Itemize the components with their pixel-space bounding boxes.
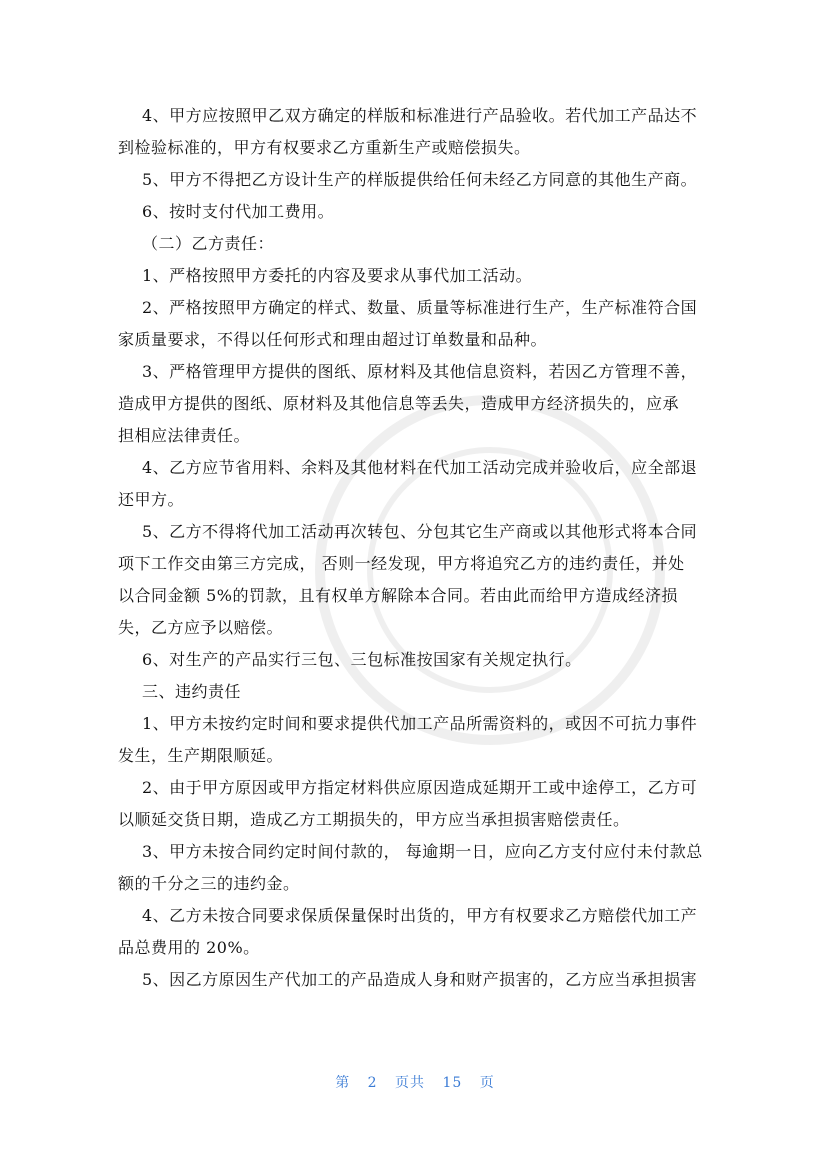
- text-line: 5、因乙方原因生产代加工的产品造成人身和财产损害的，乙方应当承担损害: [142, 970, 698, 989]
- page-footer: [0, 1072, 830, 1092]
- text-line: 项下工作交由第三方完成， 否则一经发现，甲方将追究乙方的违约责任，并处: [118, 554, 685, 573]
- text-line: 额的千分之三的违约金。: [118, 874, 300, 893]
- text-line: 品总费用的 20%。: [118, 938, 260, 957]
- footer-total-pages: 15: [442, 1075, 463, 1091]
- footer-page-number: 2: [367, 1075, 378, 1091]
- text-line: 3、严格管理甲方提供的图纸、原材料及其他信息资料，若因乙方管理不善，: [142, 362, 698, 381]
- text-line: 2、严格按照甲方确定的样式、数量、质量等标准进行生产，生产标准符合国: [142, 298, 698, 317]
- text-line: 还甲方。: [118, 490, 185, 509]
- text-line: 2、由于甲方原因或甲方指定材料供应原因造成延期开工或中途停工，乙方可: [142, 778, 698, 797]
- text-line: 4、乙方应节省用料、余料及其他材料在代加工活动完成并验收后，应全部退: [142, 458, 698, 477]
- footer-prefix: 第: [335, 1075, 351, 1091]
- text-line: 1、严格按照甲方委托的内容及要求从事代加工活动。: [142, 266, 533, 285]
- text-line: 发生，生产期限顺延。: [118, 746, 284, 765]
- text-line: 6、对生产的产品实行三包、三包标准按国家有关规定执行。: [142, 650, 582, 669]
- text-line: 5、甲方不得把乙方设计生产的样版提供给任何未经乙方同意的其他生产商。: [142, 170, 698, 189]
- footer-middle: 页共: [395, 1075, 426, 1091]
- text-line: 4、乙方未按合同要求保质保量保时出货的，甲方有权要求乙方赔偿代加工产: [142, 906, 698, 925]
- text-line: 6、按时支付代加工费用。: [142, 202, 335, 221]
- text-line: 4、甲方应按照甲乙双方确定的样版和标准进行产品验收。若代加工产品达不: [142, 106, 698, 125]
- text-line: 失，乙方应予以赔偿。: [118, 618, 284, 637]
- text-line: 以合同金额 5%的罚款，且有权单方解除本合同。若由此而给甲方造成经济损: [118, 586, 678, 605]
- text-line: 造成甲方提供的图纸、原材料及其他信息等丢失，造成甲方经济损失的，应承: [118, 394, 680, 413]
- text-line: 以顺延交货日期，造成乙方工期损失的，甲方应当承担损害赔偿责任。: [118, 810, 630, 829]
- text-line: 1、甲方未按约定时间和要求提供代加工产品所需资料的，或因不可抗力事件: [142, 714, 698, 733]
- text-line: 三、违约责任: [142, 682, 242, 701]
- text-line: 家质量要求，不得以任何形式和理由超过订单数量和品种。: [118, 330, 548, 349]
- text-line: 5、乙方不得将代加工活动再次转包、分包其它生产商或以其他形式将本合同: [142, 522, 698, 541]
- document-body: [118, 100, 718, 996]
- text-line: 到检验标准的，甲方有权要求乙方重新生产或赔偿损失。: [118, 138, 531, 157]
- text-line: （二）乙方责任：: [142, 234, 275, 253]
- text-line: 3、甲方未按合同约定时间付款的， 每逾期一日，应向乙方支付应付未付款总: [142, 842, 703, 861]
- text-line: 担相应法律责任。: [118, 426, 251, 445]
- footer-suffix: 页: [479, 1075, 495, 1091]
